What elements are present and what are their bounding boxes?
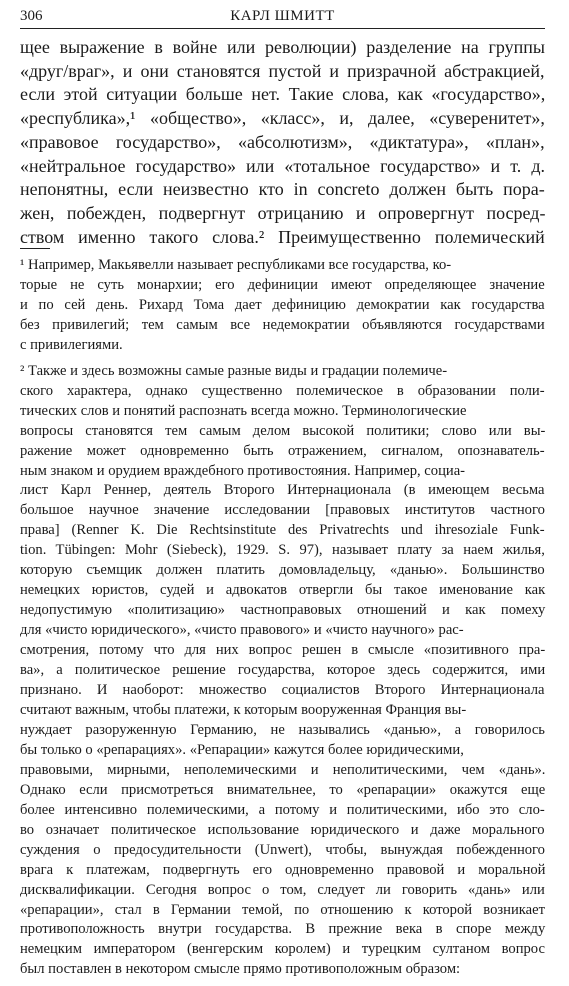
footnote-line: лист Карл Реннер, деятель Второго Интернационала (в имеющем весьма [20,482,545,499]
footnote-line: врага к платежам, подвергнуть его одновременно правовой и моральной [20,861,546,878]
page-header [20,6,545,29]
footnotes [20,256,545,986]
footnote-line: во означает политическое использование юридического и даже морального [20,821,545,838]
main-text-line: ством именно такого слова.² Преимущественно полемический [20,226,545,247]
footnote-line: для «чисто юридического», «чисто правового» и «чисто научного» рас- [20,622,464,639]
footnote-line: которую съемщик должен платить домовладельцу, «данью». Большинство [20,562,545,579]
footnote-line: более интенсивно полемическими, а потому и политическими, ибо это сло- [20,801,545,818]
main-text-line: «республика»,¹ «общество», «класс», и, далее, «суверенитет», [20,108,545,129]
main-text-line: щее выражение в войне или революции) разделение на группы [20,37,545,57]
footnote-line: вопросы становятся тем самым делом высокой политики; слово или вы- [20,422,546,439]
main-text-line: непонятны, если неизвестно кто in concreto должен быть пора- [20,179,545,200]
footnote-line: нуждает разоруженную Германию, не назывались «данью», а говорилось [20,721,545,738]
footnote-line: Однако если присмотреться внимательнее, то «репарации» окажутся еще [20,781,546,798]
footnote-line: большое научное значение исследовании [правовых институтов частного [20,502,545,519]
footnote-line: ² Также и здесь возможны самые разные виды и градации полемиче- [20,362,448,379]
footnote-line: бы только о «репарациях». «Репарации» кажутся более юридическими, [20,741,464,758]
footnote-1 [20,256,545,356]
footnote-line: противоположность внутри государства. В прежние века в споре между [20,921,546,938]
footnote-line: был поставлен в некотором смысле прямо противоположным образом: [20,961,461,978]
main-text-line: если этой ситуации больше нет. Такие слова, как «государство», [20,84,546,105]
main-text-line: «друг/враг», и они становятся пустой и призрачной абстракцией, [20,60,545,81]
main-text [20,36,545,249]
footnote-line: tion. Tübingen: Mohr (Siebeck), 1929. S. 97), называет плату за наем жилья, [20,542,545,559]
main-text-line: «правовое государство», «абсолютизм», «диктатура», «план», [20,131,545,152]
footnote-line: и по сей день. Рихард Тома дает дефиницию демократии как государства [20,296,545,313]
running-head: КАРЛ ШМИТТ [230,8,335,24]
footnote-line: суждения о предосудительности (Unwert), чтобы, вынуждая побежденного [20,841,545,858]
footnote-line: ражение может одновременно быть отражением, сигналом, опознаватель- [20,442,545,459]
footnote-line: торые не суть монархии; его дефиниции имеют определяющее значение [20,276,545,293]
footnote-line: ва», а политическое решение государства, которое здесь содержится, ими [20,662,546,679]
footnote-line: дисквалификации. Сегодня вопрос о том, следует ли говорить «дань» или [20,881,545,898]
footnote-line: права] (Renner K. Die Rechtsinstitute des Privatrechts und ihresoziale Funk- [20,522,545,539]
footnote-line: ¹ Например, Макьявелли называет республиками все государства, ко- [20,257,452,273]
footnote-line: ным знаком и орудием враждебного противостояния. Например, социа- [20,462,466,479]
footnote-line: считают важным, чтобы платежи, к которым вооруженная Франция вы- [20,701,467,718]
footnote-line: смотрения, потому что для них вопрос решен в смысле «позитивного пра- [20,642,546,659]
footnote-line: ского характера, однако существенно полемическое в образовании поли- [20,382,545,399]
footnote-line: правовыми, мирными, неполемическими и неполитическими, чем «дань». [20,761,546,778]
footnote-line: немецких юристов, судей и адвокатов отвергли бы такое именование как [20,582,546,599]
footnote-2 [20,362,545,981]
footnote-line: недопустимую «политизацию» частноправовых отношений и как помеху [20,602,546,619]
footnote-separator [20,248,50,249]
footnote-line: тических слов и понятий распознать всегда можно. Терминологические [20,402,467,419]
main-text-line: жен, побежден, подвергнут отрицанию и опровергнут посред- [20,202,546,223]
footnote-line: «репарации», стал в Германии темой, по отношению к которой возникает [20,901,545,918]
page-number: 306 [20,8,43,24]
footnote-line: немецким императором (венгерским королем) и турецким султаном вопрос [20,941,545,958]
main-text-line: «нейтральное государство» или «тотальное государство» и т. д. [20,155,545,176]
footnote-line: признано. И наоборот: множество социалистов Второго Интернационала [20,682,545,699]
footnote-line: без привилегий; тем самым все недемократии объявляются государствами [20,316,545,333]
footnote-line: с привилегиями. [20,336,123,353]
